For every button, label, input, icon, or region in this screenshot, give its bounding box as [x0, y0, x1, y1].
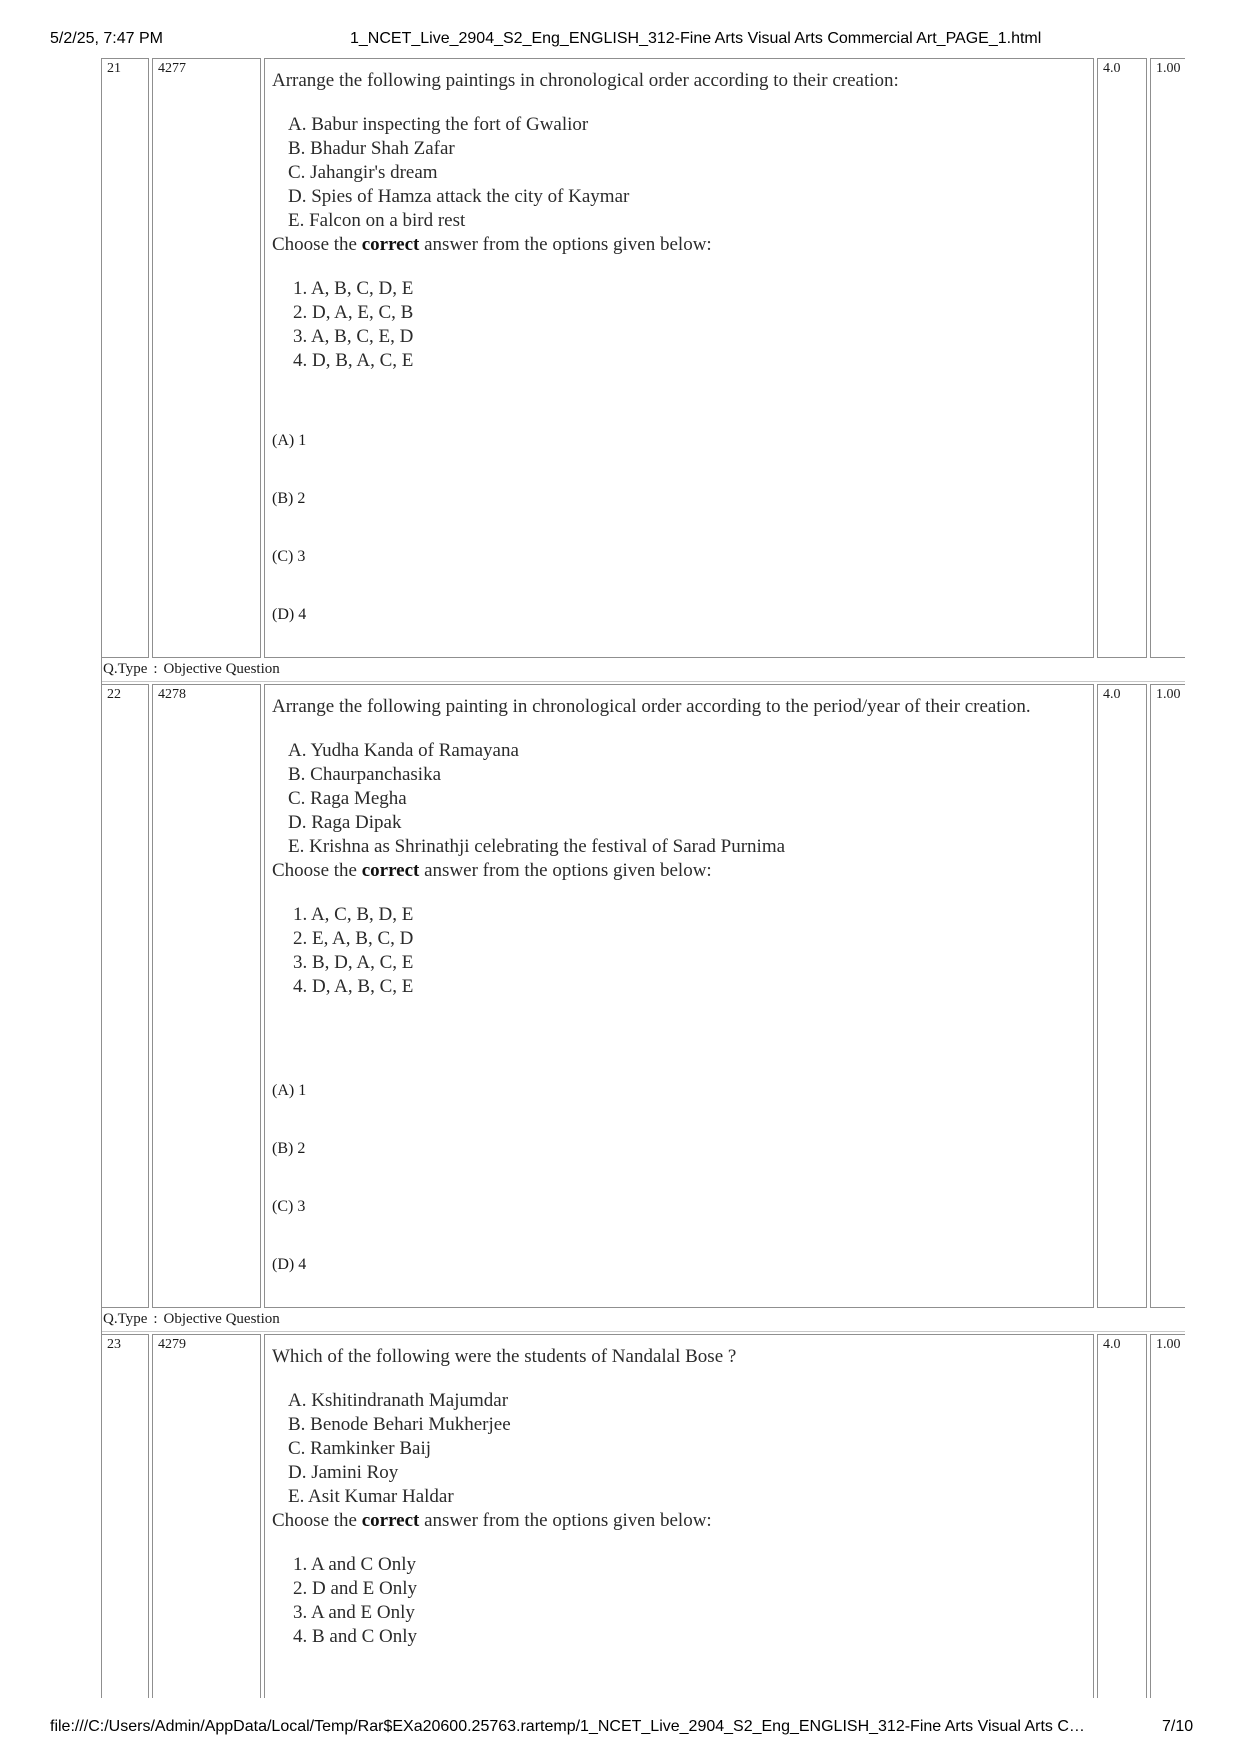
answer-choices: [293, 1553, 1072, 1649]
negative-marks-value: 1.00: [1150, 58, 1185, 658]
instruction-bold: correct: [361, 234, 420, 255]
marks-value: 4.0: [1097, 1334, 1147, 1698]
question-serial-number: 23: [101, 1334, 149, 1698]
instruction-prefix: Choose the: [272, 234, 357, 255]
answer-choice: 2. E, A, B, C, D: [293, 928, 414, 949]
qtype-value: Objective Question: [163, 1311, 280, 1327]
question-type-label: [101, 661, 1185, 682]
statement-item: D. Jamini Roy: [288, 1462, 399, 1483]
answer-choices: [293, 277, 1072, 373]
statement-list: [288, 113, 1072, 233]
response-option-d: (D) 4: [272, 606, 307, 623]
instruction-prefix: Choose the: [272, 1510, 357, 1531]
print-timestamp: 5/2/25, 7:47 PM: [50, 30, 163, 47]
instruction-bold: correct: [361, 1510, 420, 1531]
negative-marks-value: 1.00: [1150, 684, 1185, 1308]
instruction-text: [272, 233, 1072, 257]
print-header: [0, 28, 1240, 52]
qtype-key: Q.Type: [103, 1311, 148, 1327]
question-type-label: [101, 1311, 1185, 1332]
statement-item: C. Ramkinker Baij: [288, 1438, 432, 1459]
answer-choice: 2. D and E Only: [293, 1578, 418, 1599]
marks-value: 4.0: [1097, 684, 1147, 1308]
statement-item: A. Yudha Kanda of Ramayana: [288, 740, 519, 761]
response-option-b: (B) 2: [272, 1140, 306, 1157]
question-serial-number: 21: [101, 58, 149, 658]
question-body: [264, 58, 1094, 658]
statement-item: B. Benode Behari Mukherjee: [288, 1414, 511, 1435]
response-option-a: (A) 1: [272, 1082, 307, 1099]
question-text: Which of the following were the students of Nandalal Bose ?: [272, 1346, 737, 1367]
statement-item: C. Jahangir's dream: [288, 162, 438, 183]
question-table: [101, 58, 1185, 1698]
answer-choice: 2. D, A, E, C, B: [293, 302, 414, 323]
qtype-colon: :: [153, 1311, 158, 1327]
response-option-d: (D) 4: [272, 1256, 307, 1273]
statement-item: B. Chaurpanchasika: [288, 764, 442, 785]
instruction-prefix: Choose the: [272, 860, 357, 881]
statement-item: A. Babur inspecting the fort of Gwalior: [288, 114, 589, 135]
statement-item: E. Falcon on a bird rest: [288, 210, 466, 231]
answer-choice: 4. D, B, A, C, E: [293, 350, 414, 371]
statement-item: D. Spies of Hamza attack the city of Kaymar: [288, 186, 630, 207]
instruction-bold: correct: [361, 860, 420, 881]
marks-value: 4.0: [1097, 58, 1147, 658]
answer-choice: 3. A and E Only: [293, 1602, 415, 1623]
answer-choice: 1. A, C, B, D, E: [293, 904, 414, 925]
answer-choice: 1. A, B, C, D, E: [293, 278, 414, 299]
response-option-a: (A) 1: [272, 432, 307, 449]
table-frame-line: [101, 58, 102, 1698]
statement-item: C. Raga Megha: [288, 788, 407, 809]
statement-item: E. Asit Kumar Haldar: [288, 1486, 454, 1507]
print-footer: [0, 1716, 1240, 1740]
statement-list: [288, 739, 1072, 859]
question-text: Arrange the following painting in chronological order according to the period/year of their creation.: [272, 696, 1031, 717]
question-serial-number: 22: [101, 684, 149, 1308]
qtype-key: Q.Type: [103, 661, 148, 677]
qtype-colon: :: [153, 661, 158, 677]
statement-list: [288, 1389, 1072, 1509]
instruction-text: [272, 859, 1072, 883]
answer-choice: 4. B and C Only: [293, 1626, 418, 1647]
response-option-b: (B) 2: [272, 490, 306, 507]
instruction-suffix: answer from the options given below:: [424, 860, 712, 881]
answer-choice: 3. B, D, A, C, E: [293, 952, 414, 973]
question-body: [264, 1334, 1094, 1698]
question-id: 4278: [152, 684, 261, 1308]
statement-item: D. Raga Dipak: [288, 812, 402, 833]
qtype-value: Objective Question: [163, 661, 280, 677]
answer-choice: 3. A, B, C, E, D: [293, 326, 414, 347]
answer-choice: 1. A and C Only: [293, 1554, 416, 1575]
negative-marks-value: 1.00: [1150, 1334, 1185, 1698]
print-document-title: 1_NCET_Live_2904_S2_Eng_ENGLISH_312-Fine Arts Visual Arts Commercial Art_PAGE_1.html: [350, 30, 1042, 47]
instruction-text: [272, 1509, 1072, 1533]
question-id: 4279: [152, 1334, 261, 1698]
question-id: 4277: [152, 58, 261, 658]
answer-choice: 4. D, A, B, C, E: [293, 976, 414, 997]
print-file-url: file:///C:/Users/Admin/AppData/Local/Temp/Rar$EXa20600.25763.rartemp/1_NCET_Live_2904_S2_Eng_ENGLISH_312-Fine Arts Visual Arts C…: [50, 1718, 1085, 1735]
answer-choices: [293, 903, 1072, 999]
print-page-number: 7/10: [1162, 1718, 1194, 1735]
question-text: Arrange the following paintings in chronological order according to their creation:: [272, 70, 899, 91]
instruction-suffix: answer from the options given below:: [424, 1510, 712, 1531]
response-option-c: (C) 3: [272, 1198, 306, 1215]
statement-item: A. Kshitindranath Majumdar: [288, 1390, 509, 1411]
question-body: [264, 684, 1094, 1308]
response-option-c: (C) 3: [272, 548, 306, 565]
statement-item: B. Bhadur Shah Zafar: [288, 138, 455, 159]
statement-item: E. Krishna as Shrinathji celebrating the festival of Sarad Purnima: [288, 836, 786, 857]
instruction-suffix: answer from the options given below:: [424, 234, 712, 255]
